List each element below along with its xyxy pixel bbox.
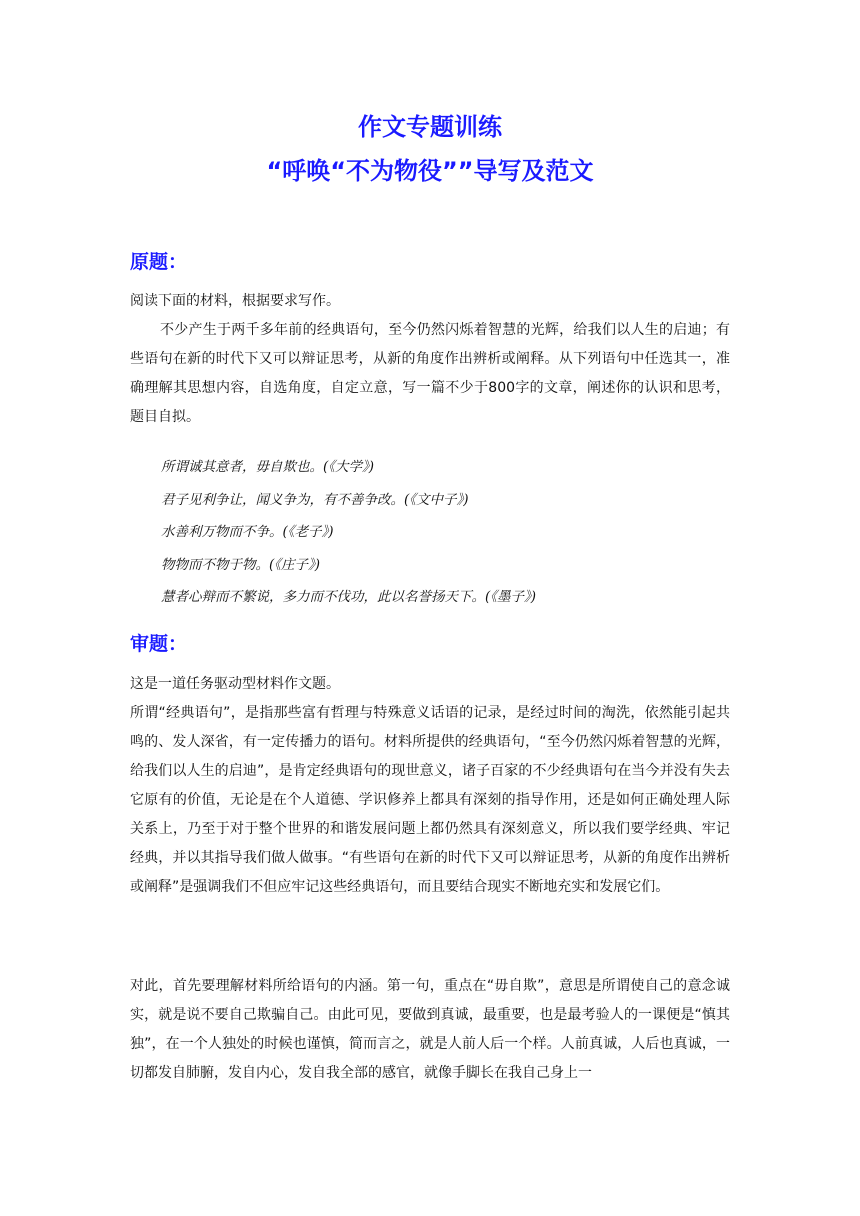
analysis-paragraph: 对此，首先要理解材料所给语句的内涵。第一句，重点在“毋自欺”，意思是所谓使自己的意念诚实，就是说不要自己欺骗自己。由此可见，要做到真诚，最重要，也是最考验人的一课便是“慎其独”，在一个人独处的时候也谨慎，简而言之，就是人前人后一个样。人前真诚，人后也真诚，一切都发自肺腑，发自内心，发自我全部的感官，就像手脚长在我自己身上一 <box>130 978 730 1081</box>
prompt-paragraph: 不少产生于两千多年前的经典语句，至今仍然闪烁着智慧的光辉，给我们以人生的启迪；有些语句在新的时代下又可以辩证思考，从新的角度作出辨析或阐释。从下列语句中任选其一，准确理解其思想内容，自选角度，自定立意，写一篇不少于800字的文章，阐述你的认识和思考，题目自拟。 <box>130 322 730 425</box>
quote-item: 所谓诚其意者，毋自欺也。(《大学》) <box>161 459 375 475</box>
analysis-paragraph: 所谓“经典语句”，是指那些富有哲理与特殊意义话语的记录，是经过时间的淘洗，依然能引起共鸣的、发人深省，有一定传播力的语句。材料所提供的经典语句，“至今仍然闪烁着智慧的光辉，给我们以人生的启迪”，是肯定经典语句的现世意义，诸子百家的不少经典语句在当今并没有失去它原有的价值，无论是在个人道德、学识修养上都具有深刻的指导作用，还是如何正确处理人际关系上，乃至于对于整个世界的和谐发展问题上都仍然具有深刻意义，所以我们要学经典、牢记经典，并以其指导我们做人做事。“有些语句在新的时代下又可以辩证思考，从新的角度作出辨析或阐释”是强调我们不但应牢记这些经典语句，而且要结合现实不断地充实和发展它们。 <box>130 705 730 895</box>
document-title: 作文专题训练 <box>358 113 502 141</box>
section-heading-analysis: 审题： <box>130 633 188 655</box>
instruction-text: 阅读下面的材料，根据要求写作。 <box>130 293 340 309</box>
quote-list <box>161 451 731 614</box>
quote-item: 物物而不物于物。(《庄子》) <box>161 556 321 573</box>
analysis-paragraph: 这是一道任务驱动型材料作文题。 <box>130 676 340 692</box>
quote-item: 君子见利争让，闻义争为，有不善争改。(《文中子》) <box>161 491 469 508</box>
document-subtitle: “呼唤“不为物役””导写及范文 <box>266 157 594 185</box>
quote-item: 水善利万物而不争。(《老子》) <box>161 524 334 540</box>
section-heading-original: 原题： <box>130 251 188 273</box>
quote-item: 慧者心辩而不繁说，多力而不伐功，此以名誉扬天下。(《墨子》) <box>161 589 537 605</box>
